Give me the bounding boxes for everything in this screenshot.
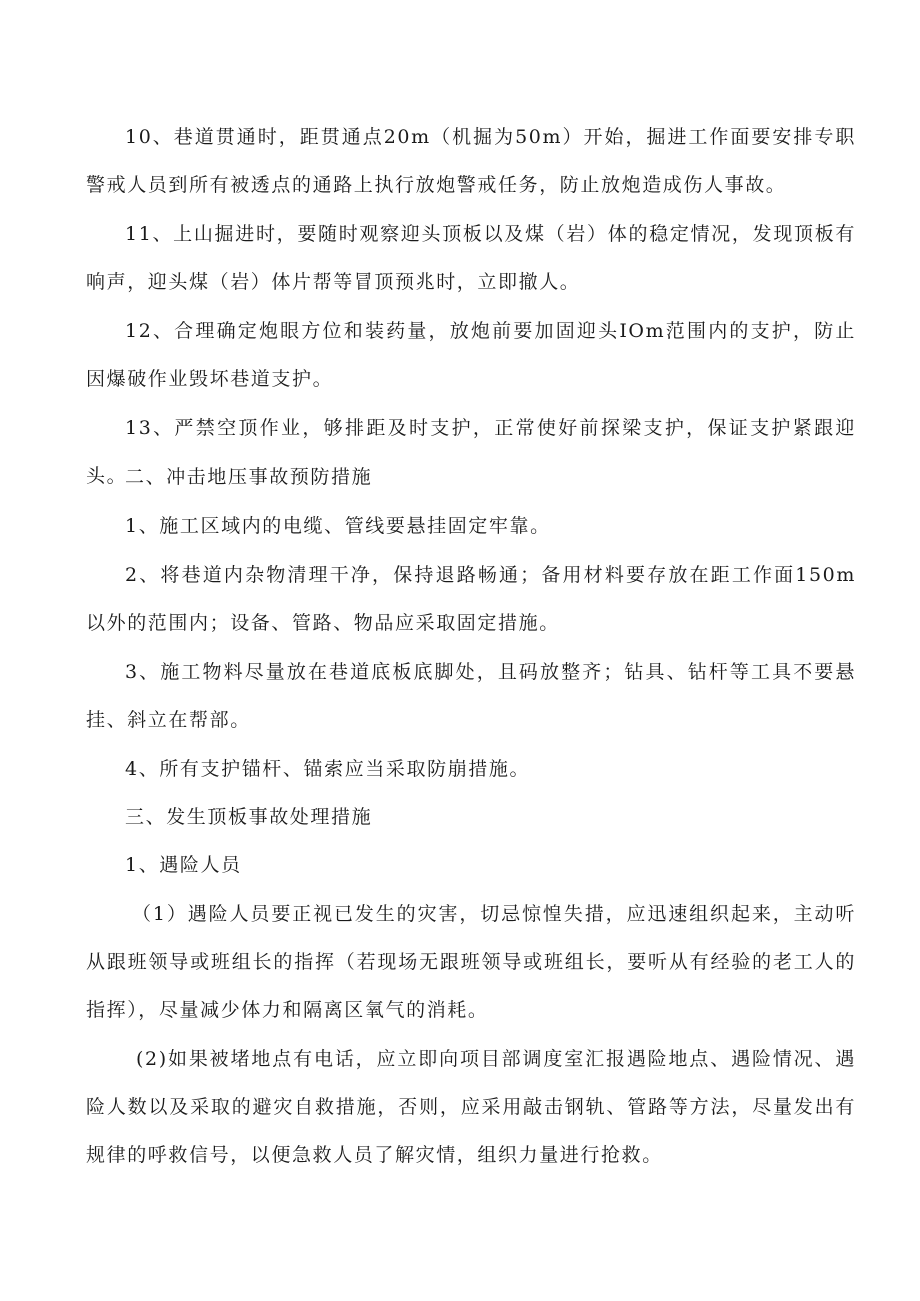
paragraph-materials-placement: 3、施工物料尽量放在巷道底板底脚处，且码放整齐；钻具、钻杆等工具不要悬挂、斜立在帮部。 (86, 661, 856, 731)
heading-trapped-personnel: 1、遇险人员 (125, 854, 242, 876)
paragraph-tunnel-breakthrough: 10、巷道贯通时，距贯通点20m（机掘为50m）开始，掘进工作面要安排专职警戒人员到所有被透点的通路上执行放炮警戒任务，防止放炮造成伤人事故。 (86, 126, 856, 196)
paragraph-clear-debris: 2、将巷道内杂物清理干净，保持退路畅通；备用材料要存放在距工作面150m以外的范围内；设备、管路、物品应采取固定措施。 (86, 564, 856, 634)
paragraph-no-empty-roof: 13、严禁空顶作业，够排距及时支护，正常使好前探梁支护，保证支护紧跟迎头。 (86, 417, 856, 487)
paragraph-trapped-step-1: （1）遇险人员要正视已发生的灾害，切忌惊惶失措，应迅速组织起来，主动听从跟班领导或班组长的指挥（若现场无跟班领导或班组长，要听从有经验的老工人的指挥），尽量减少体力和隔离区氧气的消耗。 (86, 903, 856, 1021)
paragraph-uphill-excavation: 11、上山掘进时，要随时观察迎头顶板以及煤（岩）体的稳定情况，发现顶板有响声，迎头煤（岩）体片帮等冒顶预兆时，立即撤人。 (86, 223, 856, 293)
heading-roof-accident-handling: 三、发生顶板事故处理措施 (125, 806, 373, 828)
paragraph-cables: 1、施工区域内的电缆、管线要悬挂固定牢靠。 (125, 515, 551, 537)
paragraph-anchor-protection: 4、所有支护锚杆、锚索应当采取防崩措施。 (125, 758, 531, 780)
heading-rock-burst-prevention: 二、冲击地压事故预防措施 (125, 466, 373, 488)
paragraph-blasting-holes: 12、合理确定炮眼方位和装药量，放炮前要加固迎头IOm范围内的支护，防止因爆破作业毁坏巷道支护。 (86, 320, 856, 390)
paragraph-trapped-step-2: (2)如果被堵地点有电话，应立即向项目部调度室汇报遇险地点、遇险情况、遇险人数以及采取的避灾自救措施，否则，应采用敲击钢轨、管路等方法，尽量发出有规律的呼救信号，以便急救人员了解灾情，组织力量进行抢救。 (86, 1048, 856, 1166)
